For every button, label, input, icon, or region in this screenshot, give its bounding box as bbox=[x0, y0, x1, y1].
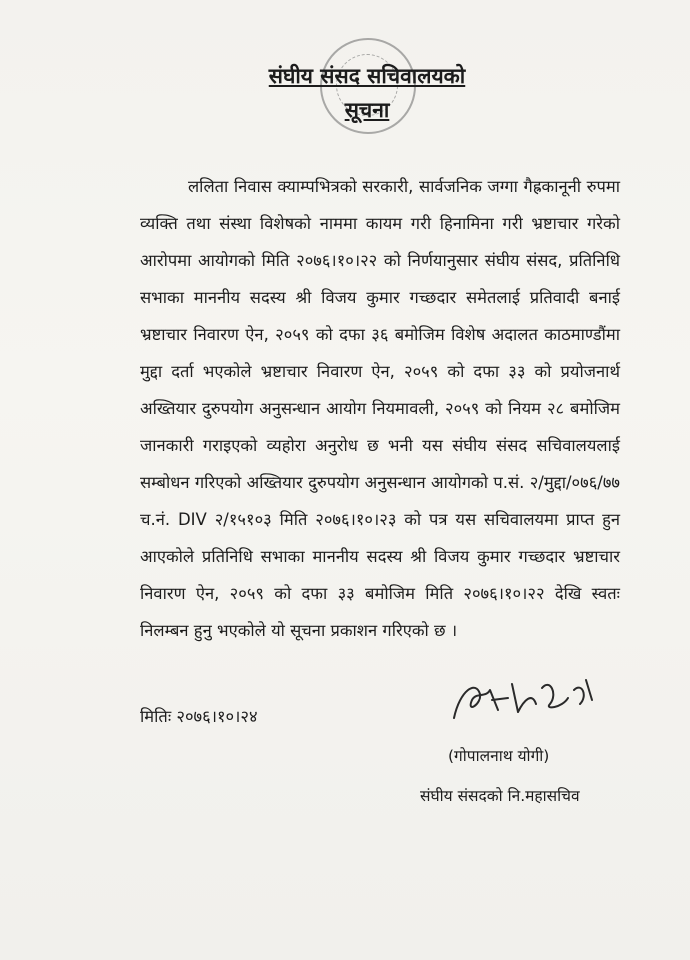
handwritten-signature bbox=[446, 670, 606, 730]
office-title: संघीय संसद सचिवालयको bbox=[268, 64, 466, 88]
notice-heading: सूचना bbox=[344, 98, 390, 122]
notice-body-paragraph: ललिता निवास क्याम्पभित्रको सरकारी, सार्वजनिक जग्गा गैह्रकानूनी रुपमा व्यक्ति तथा संस्था विशेषको नाममा कायम गरी हिनामिना गरी भ्रष्टाचार गरेको आरोपमा आयोगको मिति २०७६।१०।२२ को निर्णयानुसार संघीय संसद, प्रतिनिधि सभाका माननीय सदस्य श्री विजय कुमार गच्छदार समेतलाई प्रतिवादी बनाई भ्रष्टाचार निवारण ऐन, २०५९ को दफा ३६ बमोजिम विशेष अदालत काठमाण्डौंमा मुद्दा दर्ता भएकोले भ्रष्टाचार निवारण ऐन, २०५९ को दफा ३३ को प्रयोजनार्थ अख्तियार दुरुपयोग अनुसन्धान आयोग नियमावली, २०५९ को नियम २८ बमोजिम जानकारी गराइएको व्यहोरा अनुरोध छ भनी यस संघीय संसद सचिवालयलाई सम्बोधन गरिएको अख्तियार दुरुपयोग अनुसन्धान आयोगको प.सं. २/मुद्दा/०७६/७७ च.नं. DIV २/१५१०३ मिति २०७६।१०।२३ को पत्र यस सचिवालयमा प्राप्त हुन आएकोले प्रतिनिधि सभाका माननीय सदस्य श्री विजय कुमार गच्छदार भ्रष्टाचार निवारण ऐन, २०५९ को दफा ३३ बमोजिम मिति २०७६।१०।२२ देखि स्वतः निलम्बन हुनु भएकोले यो सूचना प्रकाशन गरिएको छ । bbox=[140, 177, 620, 640]
signatory-title: संघीय संसदको नि.महासचिव bbox=[420, 787, 580, 805]
notice-date: मितिः २०७६।१०।२४ bbox=[140, 707, 258, 726]
signatory-name: (गोपालनाथ योगी) bbox=[448, 747, 550, 765]
